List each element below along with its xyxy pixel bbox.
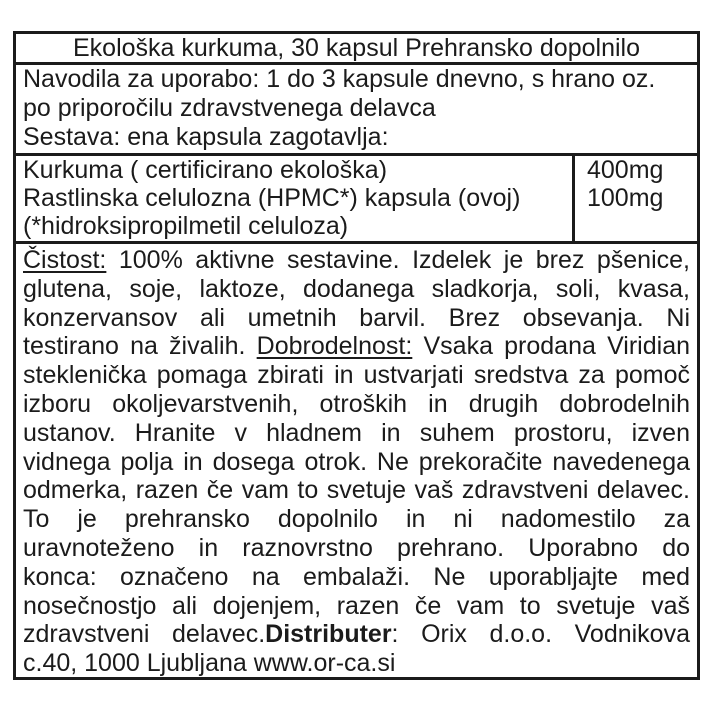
underlined-term: Dobrodelnost:: [256, 332, 413, 361]
supplement-label-table: [13, 31, 700, 680]
info-line: [23, 476, 690, 505]
text-segment: testirano na živalih.: [23, 332, 257, 361]
text-segment: vidnega polja in dosega otrok. Ne prekoračite navedenega: [23, 447, 690, 476]
underlined-term: Čistost:: [23, 246, 107, 274]
usage-block: [16, 65, 697, 156]
text-segment: steklenička pomaga zbirati in ustvarjati sredstva za pomoč: [23, 361, 690, 390]
ingredient-amounts-column: [572, 156, 697, 241]
info-line: [23, 304, 690, 333]
text-segment: c.40, 1000 Ljubljana www.or-ca.si: [23, 649, 396, 677]
ingredients-table: [16, 156, 697, 244]
info-line: [23, 275, 690, 304]
ingredient-amount: 400mg: [587, 156, 664, 184]
text-segment: konzervansov ali umetnih barvil. Brez obsevanja. Ni: [23, 303, 690, 332]
ingredient-names-column: [16, 156, 572, 241]
info-line: [23, 419, 690, 448]
ingredient-name: Kurkuma ( certificirano ekološka): [23, 156, 388, 184]
usage-line: po priporočilu zdravstvenega delavca: [23, 94, 436, 122]
info-line: [23, 332, 690, 361]
text-segment: Vsaka prodana Viridian: [412, 332, 690, 361]
bold-term: Distributer: [265, 620, 392, 649]
text-segment: glutena, soje, laktoze, dodanega sladkorja, soli, kvasa,: [23, 274, 690, 303]
ingredient-amount: 100mg: [587, 184, 664, 212]
info-line: [23, 246, 690, 275]
info-line: [23, 390, 690, 419]
usage-line: Sestava: ena kapsula zagotavlja:: [23, 123, 389, 151]
text-segment: To je prehransko dopolnilo in ni nadomestilo za: [23, 505, 690, 534]
text-segment: nosečnostjo ali dojenjem, razen če vam to svetuje vaš: [23, 591, 690, 620]
text-segment: zdravstveni delavec.: [23, 620, 266, 649]
product-title: Ekološka kurkuma, 30 kapsul Prehransko dopolnilo: [16, 34, 697, 65]
info-line: [23, 620, 690, 649]
ingredient-name: (*hidroksipropilmetil celuloza): [23, 212, 349, 240]
text-segment: uravnoteženo in raznovrstno prehrano. Uporabno do: [23, 533, 690, 562]
info-line: [23, 361, 690, 390]
info-line: [23, 534, 690, 563]
text-segment: odmerka, razen če vam to svetuje vaš zdravstveni delavec.: [23, 476, 690, 505]
text-segment: konca: označeno na embalaži. Ne uporabljajte med: [23, 562, 690, 591]
info-line: [23, 448, 690, 477]
info-line: [23, 592, 690, 621]
info-line: [23, 649, 690, 677]
usage-line: Navodila za uporabo: 1 do 3 kapsule dnevno, s hrano oz.: [23, 65, 656, 93]
info-line: [23, 505, 690, 534]
info-line: [23, 563, 690, 592]
info-block: [16, 244, 697, 677]
text-segment: : Orix d.o.o. Vodnikova: [391, 620, 690, 649]
text-segment: izboru okoljevarstvenih, otroških in drugih dobrodelnih: [23, 389, 690, 418]
text-segment: ustanov. Hranite v hladnem in suhem prostoru, izven: [23, 418, 690, 447]
ingredient-name: Rastlinska celulozna (HPMC*) kapsula (ovoj): [23, 184, 521, 212]
text-segment: 100% aktivne sestavine. Izdelek je brez pšenice,: [106, 246, 690, 274]
